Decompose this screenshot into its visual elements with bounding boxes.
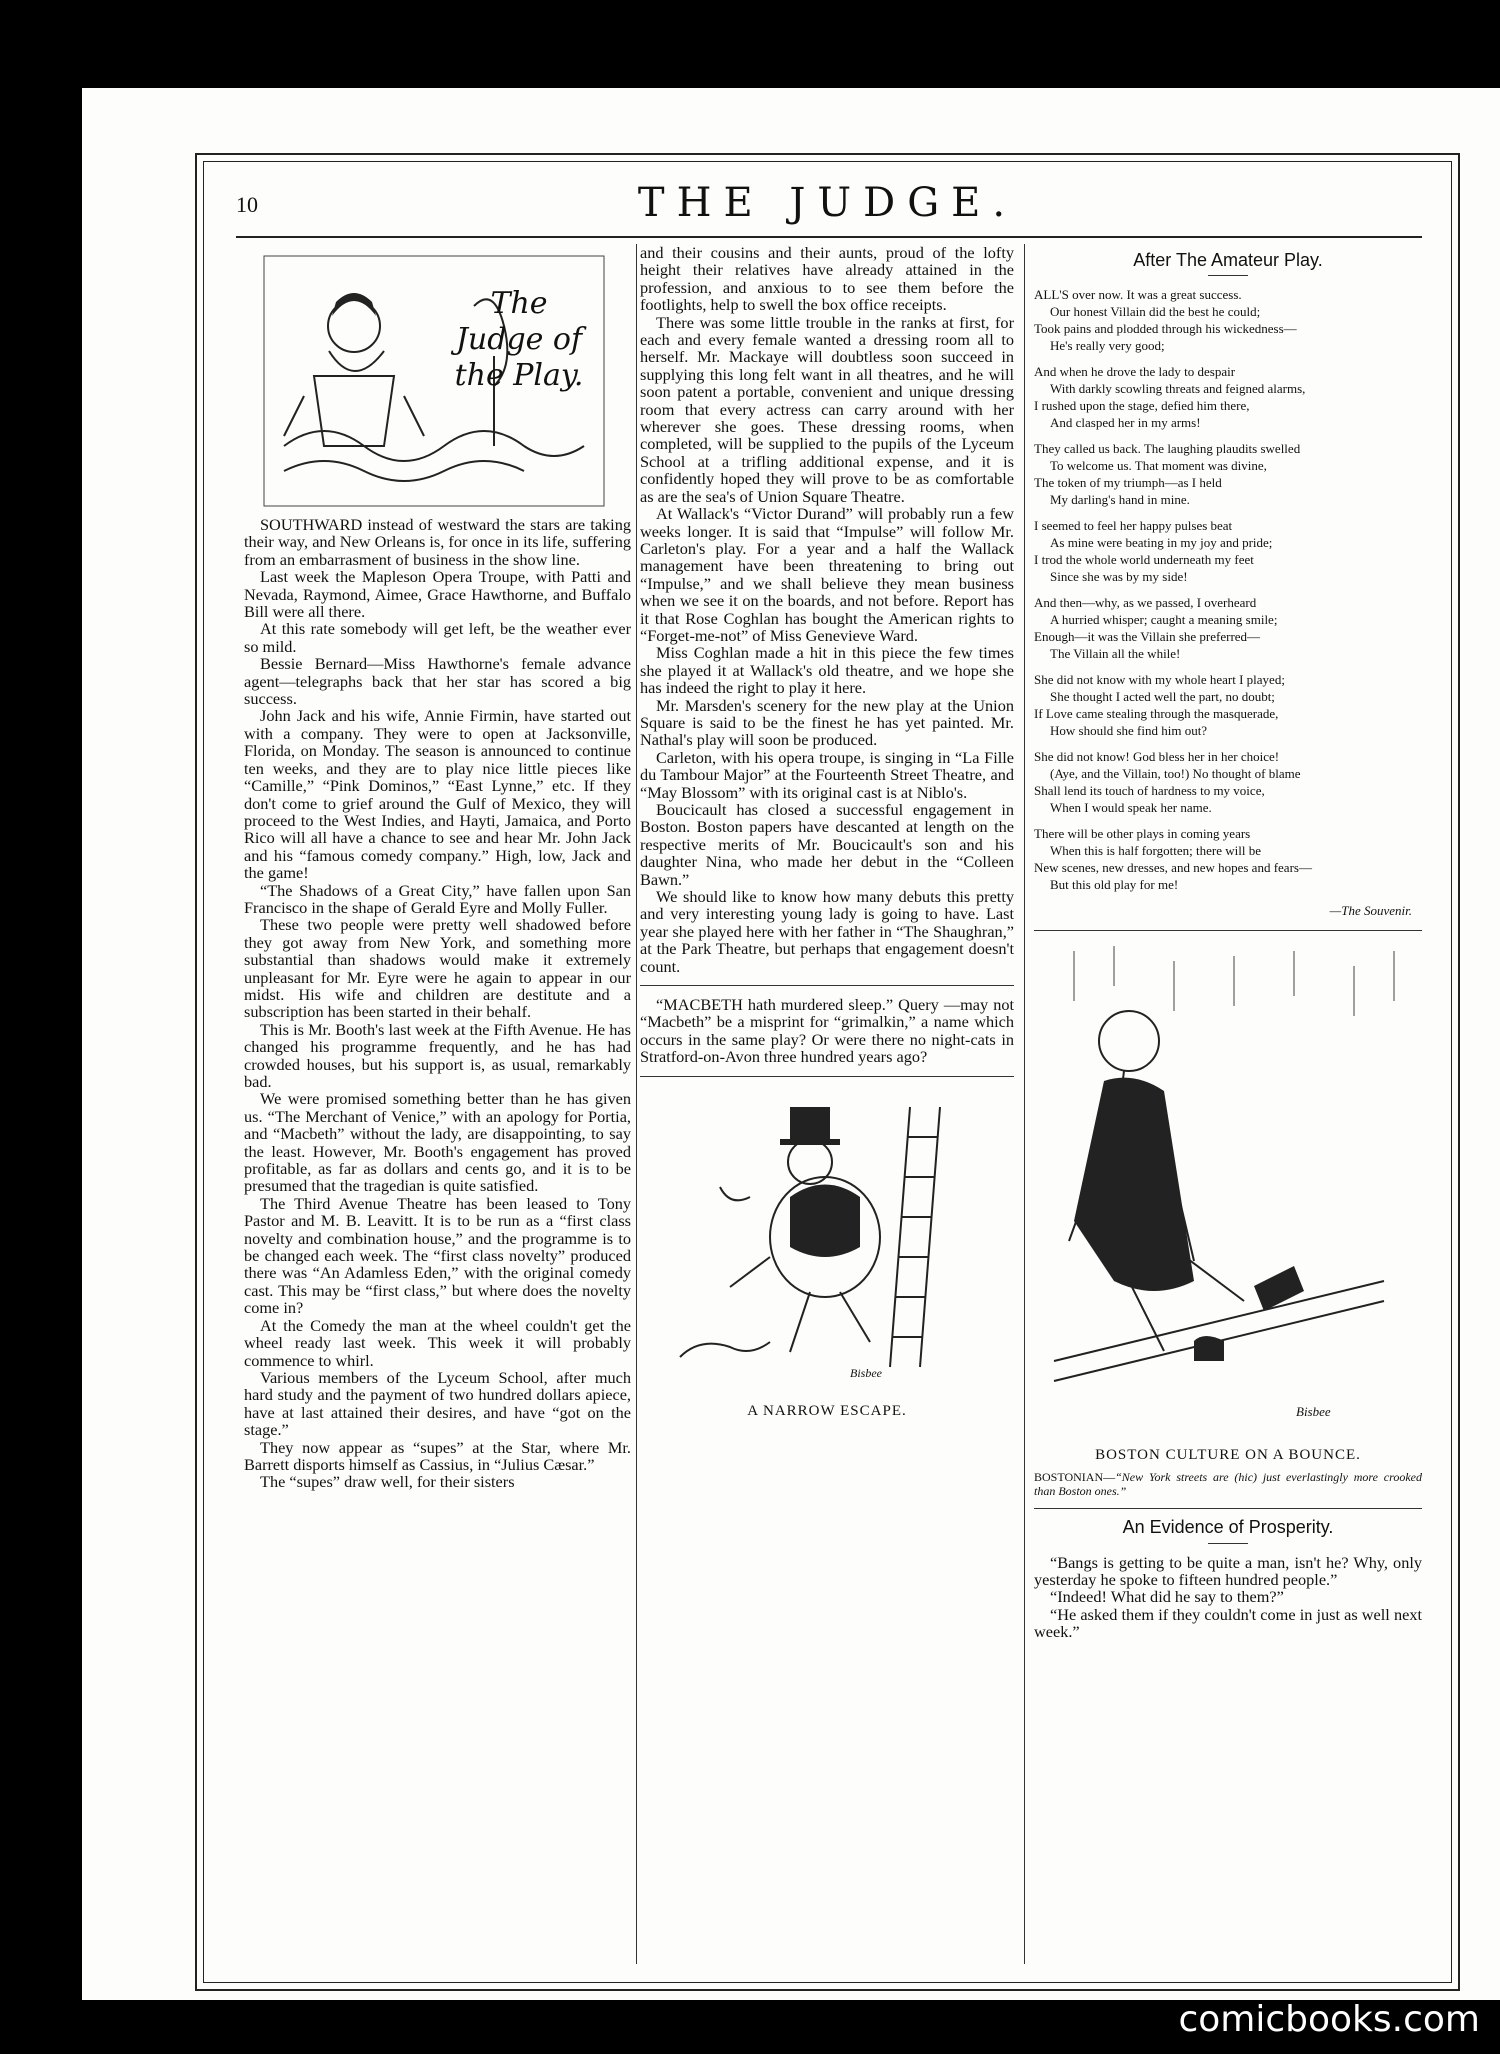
column-divider-1 [636,244,637,1964]
article-paragraph: Various members of the Lyceum School, after much hard study and the payment of two hundred dollars apiece, have at last attained their desires, and have “got on the stage.” [244,1367,631,1440]
prosperity-body [1034,1554,1422,1641]
poem-line: The Villain all the while! [1050,646,1181,662]
column-1-text [244,516,631,1491]
poem-line: With darkly scowling threats and feigned alarms, [1050,381,1306,397]
title-rule [1208,1543,1248,1544]
poem-line: When I would speak her name. [1050,800,1212,816]
poem-line: But this old play for me! [1050,877,1179,893]
article-paragraph: We should like to know how many debuts this pretty and very interesting young lady is going to have. Last year she played here with her father in “The Shaughran,” at the Park Theatre, but perhaps that engagement doesn't count. [640,887,1014,976]
poem-stanza [1034,825,1422,893]
prosperity-paragraph: “Indeed! What did he say to them?” [1050,1587,1284,1607]
poem-line: And clasped her in my arms! [1050,415,1201,431]
narrow-escape-drawing [640,1087,1014,1387]
boston-culture-signature: Bisbee [1296,1403,1331,1419]
article-paragraph: The “supes” draw well, for their sisters [260,1472,515,1492]
poem-stanza [1034,748,1422,816]
poem-line: (Aye, and the Villain, too!) No thought of blame [1050,766,1301,782]
poem-line: Took pains and plodded through his wickedness— [1034,321,1297,337]
article-paragraph: “The Shadows of a Great City,” have fallen upon San Francisco in the shape of Gerald Eyre and Molly Fuller. [244,880,631,917]
poem-line: When this is half forgotten; there will be [1050,843,1261,859]
divider-rule [640,1076,1014,1077]
divider-rule [640,985,1014,986]
judge-of-play-illustration [244,246,631,516]
poem-line: My darling's hand in mine. [1050,492,1190,508]
article-paragraph: Carleton, with his opera troupe, is singing in “La Fille du Tambour Major” at the Fourteenth Street Theatre, and “May Blossom” with its original cast is at Niblo's. [640,747,1014,802]
page-number: 10 [236,192,258,217]
title-rule [1208,275,1248,276]
poem-line: He's really very good; [1050,338,1165,354]
poem-line: And then—why, as we passed, I overheard [1034,595,1257,611]
narrow-escape-illustration [640,1087,1014,1387]
poem-line: Enough—it was the Villain she preferred— [1034,629,1261,645]
article-paragraph: Boucicault has closed a successful engagement in Boston. Boston papers have descanted at length on the respective merits of Mr. Boucicault's son and his daughter Nina, who made her debut in the “Colleen Bawn.” [640,800,1014,889]
column-3 [1034,246,1422,1641]
article-paragraph: They now appear as “supes” at the Star, where Mr. Barrett disports himself as Cassius, in “Julius Cæsar.” [244,1437,631,1474]
article-paragraph: There was some little trouble in the ranks at first, for each and every female wanted a dressing room all to herself. Mr. Mackaye will doubtless soon succeed in supplying this long felt want in all theatres, and he will soon patent a portable, convenient and unique dressing room that every actress can carry around with her wherever she goes. These dressing rooms, when completed, will be supplied to the pupils of the Lyceum School at a trifling additional expense, and it is confidently hoped they will prove to be as comfortable as are the sea's of Union Square Theatre. [640,312,1014,506]
poem-line: To welcome us. That moment was divine, [1050,458,1267,474]
boston-culture-subcaption: BOSTONIAN—“New York streets are (hic) just everlastingly more crooked than Boston ones.” [1034,1470,1422,1499]
article-paragraph: This is Mr. Booth's last week at the Fifth Avenue. He has changed his programme frequently, and he has had crowded houses, but his support is, as usual, remarkably bad. [244,1019,631,1091]
poem-line: A hurried whisper; caught a meaning smile; [1050,612,1278,628]
prosperity-paragraph: “Bangs is getting to be quite a man, isn't he? Why, only yesterday he spoke to fifteen hundred people.” [1034,1552,1422,1590]
divider-rule [1034,930,1422,931]
prosperity-paragraph: “He asked them if they couldn't come in just as well next week.” [1034,1604,1422,1642]
column-2 [640,244,1014,1420]
poem-line: She did not know! God bless her in her choice! [1034,749,1280,765]
article-paragraph: John Jack and his wife, Annie Firmin, have started out with a company. They were to open at Jacksonville, Florida, on Monday. The season is announced to continue ten weeks, and they are to play nice little pieces like “Camille,” “Pink Dominos,” “East Lynne,” etc. If they don't come to grief around the Gulf of Mexico, they will proceed to the West Indies, and Hayti, Jamaica, and Porto Rico will all have a chance to see and hear Mr. John Jack and his “famous comedy company.” High, low, Jack and the game! [244,706,631,883]
masthead-rule [236,236,1422,238]
article-paragraph: Mr. Marsden's scenery for the new play at the Union Square is said to be the finest he has yet painted. Mr. Nathal's play will soon be produced. [640,695,1014,750]
column-divider-2 [1024,244,1025,1964]
poem-line: She did not know with my whole heart I played; [1034,672,1285,688]
poem-body [1034,286,1422,893]
macbeth-paragraph: “MACBETH hath murdered sleep.” Query —may not “Macbeth” be a misprint for “grimalkin,” a name which occurs in the same play? Or were there no night-cats in Stratford-on-Avon three hundred years ago? [640,995,1014,1067]
article-paragraph: At Wallack's “Victor Durand” will probably run a few weeks longer. It is said that “Impulse” will follow Mr. Carleton's play. For a year and a half the Wallack management have been threatening to bring out “Impulse,” and we shall believe they mean business when we see it on the boards, and not before. Report has it that Rose Coghlan has bought the American rights to “Forget-me-not” of Miss Genevieve Ward. [640,504,1014,645]
masthead-title: THE JUDGE. [637,180,1018,226]
article-paragraph: We were promised something better than he has given us. “The Merchant of Venice,” with an apology for Portia, and “Macbeth” without the lady, are disappointing, to say the least. However, Mr. Booth's engagement has proved profitable, as far as dollars and cents go, and it is to be presumed that the tragedian is quite satisfied. [244,1089,631,1196]
poem-line: I rushed upon the stage, defied him there, [1034,398,1250,414]
poem-stanza [1034,286,1422,354]
poem-line: They called us back. The laughing plaudits swelled [1034,441,1301,457]
poem-stanza [1034,517,1422,585]
boston-culture-illustration [1034,941,1422,1441]
article-paragraph: At this rate somebody will get left, be the weather ever so mild. [244,619,631,656]
poem-line: How should she find him out? [1050,723,1208,739]
article-paragraph: Last week the Mapleson Opera Troupe, with Patti and Nevada, Raymond, Aimee, Grace Hawthorne, and Buffalo Bill were all there. [244,567,631,622]
poem-line: The token of my triumph—as I held [1034,475,1222,491]
poem-line: I trod the whole world underneath my feet [1034,552,1254,568]
article-paragraph: These two people were pretty well shadowed before they got away from New York, and something more substantial than shadows would make it extremely unpleasant for Mr. Eyre were he again to appear in our midst. His wife and children are destitute and a subscription has been started in their behalf. [244,915,631,1022]
poem-line: Since she was by my side! [1050,569,1188,585]
poem-title: After The Amateur Play. [1133,250,1323,270]
divider-rule [1034,1508,1422,1509]
boston-culture-caption: BOSTON CULTURE ON A BOUNCE. [1095,1446,1361,1463]
article-paragraph: Bessie Bernard—Miss Hawthorne's female advance agent—telegraphs back that her star has scored a big success. [244,654,631,709]
poem-line: She thought I acted well the part, no doubt; [1050,689,1275,705]
judge-of-play-header-text: The Judge of the Play. [454,286,584,393]
poem-line: If Love came stealing through the masquerade, [1034,706,1279,722]
column-1 [244,246,631,1491]
article-paragraph: and their cousins and their aunts, proud of the lofty height their relatives have already attained in the profession, and anxious to to see them before the footlights, help to swell the box office receipts. [640,243,1014,315]
boston-culture-drawing [1034,941,1422,1441]
poem-line: There will be other plays in coming years [1034,826,1251,842]
poem-line: As mine were beating in my joy and pride; [1050,535,1273,551]
poem-attribution: —The Souvenir. [1329,903,1412,919]
column-2-text [640,244,1014,975]
poem-line: Shall lend its touch of hardness to my voice, [1034,783,1265,799]
narrow-escape-signature: Bisbee [850,1365,882,1380]
article-paragraph: Miss Coghlan made a hit in this piece the few times she played it at Wallack's old theatre, and we hope she has indeed the right to play it here. [640,643,1014,698]
watermark-brand: comicbooks.com [1178,1999,1480,2040]
article-paragraph: SOUTHWARD instead of westward the stars are taking their way, and New Orleans is, for once in its life, suffering from an embarrasment of business in the show line. [244,515,631,569]
poem-line: And when he drove the lady to despair [1034,364,1236,380]
narrow-escape-caption: A NARROW ESCAPE. [747,1402,907,1419]
poem-line: Our honest Villain did the best he could; [1050,304,1261,320]
poem-stanza [1034,363,1422,431]
prosperity-title: An Evidence of Prosperity. [1122,1517,1334,1538]
poem-line: New scenes, new dresses, and new hopes and fears— [1034,860,1312,876]
poem-stanza [1034,671,1422,739]
poem-stanza [1034,594,1422,662]
article-paragraph: At the Comedy the man at the wheel couldn't get the wheel ready last week. This week it will probably commence to whirl. [244,1315,631,1370]
poem-stanza [1034,440,1422,508]
article-paragraph: The Third Avenue Theatre has been leased to Tony Pastor and M. B. Leavitt. It is to be run as a “first class novelty and combination house,” and the programme is to be changed each week. The “first class novelty” produced there was “An Adamless Eden,” with the original comedy cast. This may be “first class,” but where does the novelty come in? [244,1193,631,1318]
poem-line: ALL'S over now. It was a great success. [1034,287,1242,303]
poem-line: I seemed to feel her happy pulses beat [1034,518,1233,534]
